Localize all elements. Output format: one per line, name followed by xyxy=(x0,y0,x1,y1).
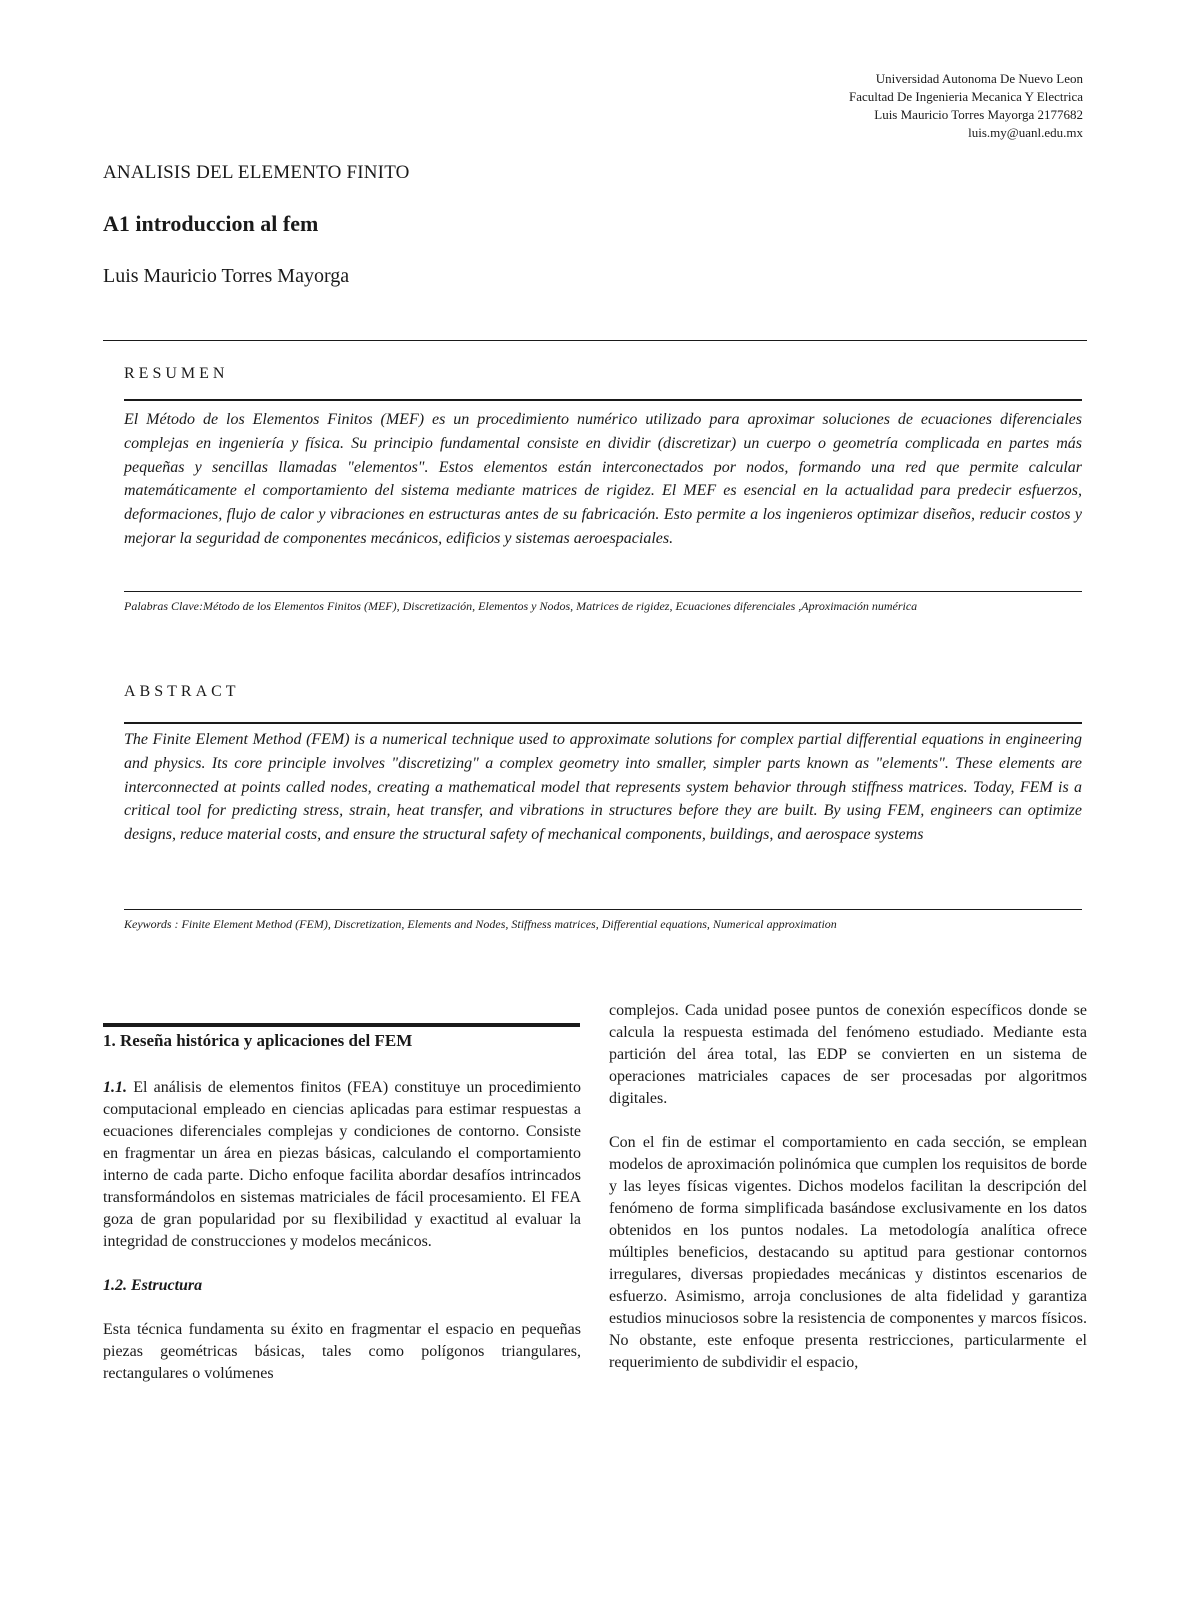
resumen-rule xyxy=(124,399,1082,401)
affiliation-block xyxy=(663,70,1083,142)
paragraph-aproximacion: Con el fin de estimar el comportamiento en cada sección, se emplean modelos de aproximación polinómica que cumplen los requisitos de borde y las leyes físicas vigentes. Dichos modelos facilitan la descripción del fenómeno de forma simplificada basándose exclusivamente en los datos obtenidos en los puntos nodales. La metodología analítica ofrece múltiples beneficios, destacando su aptitud para gestionar contornos irregulares, diversas propiedades mecánicas y distintos escenarios de esfuerzo. Asimismo, arroja conclusiones de alta fidelidad y garantiza estudios minuciosos sobre la resistencia de componentes y marcos físicos. No obstante, este enfoque presenta restricciones, particularmente el requerimiento de subdividir el espacio, xyxy=(609,1134,1087,1371)
paragraph-continued: complejos. Cada unidad posee puntos de conexión específicos donde se calcula la respuesta estimada del fenómeno estudiado. Mediante esta partición del área total, las EDP se convierten en un sistema de operaciones matriciales capaces de ser procesadas por algoritmos digitales. xyxy=(609,1002,1087,1107)
paragraph-number: 1.1. xyxy=(103,1079,127,1096)
header-divider xyxy=(103,340,1087,341)
section-1-heading: 1. Reseña histórica y aplicaciones del FEM xyxy=(103,1031,413,1050)
affiliation-email[interactable]: luis.my@uanl.edu.mx xyxy=(968,125,1083,140)
paragraph-1-1-text: El análisis de elementos finitos (FEA) constituye un procedimiento computacional empleado en ciencias aplicadas para estimar respuestas a ecuaciones diferenciales complejas y condiciones de contorno. Consiste en fragmentar un área en piezas básicas, calculando el comportamiento interno de cada parte. Dicho enfoque facilita abordar desafíos intrincados transformándolos en sistemas matriciales de fácil procesamiento. El FEA goza de gran popularidad por su flexibilidad y exactitud al evaluar la integridad de construcciones y modelos mecánicos. xyxy=(103,1079,581,1250)
left-column xyxy=(103,1077,581,1385)
abstract-keywords: Keywords : Finite Element Method (FEM), Discretization, Elements and Nodes, Stiffness matrices, Differential equations, Numerical approximation xyxy=(124,917,837,931)
abstract-keywords-rule xyxy=(124,909,1082,910)
author-name: Luis Mauricio Torres Mayorga xyxy=(103,265,350,287)
paragraph-1-1 xyxy=(103,1077,581,1253)
affiliation-student: Luis Mauricio Torres Mayorga 2177682 xyxy=(874,107,1083,122)
paragraph-1-2: Esta técnica fundamenta su éxito en fragmentar el espacio en pequeñas piezas geométricas básicas, tales como polígonos triangulares, rectangulares o volúmenes xyxy=(103,1321,581,1382)
subsection-heading-estructura: 1.2. Estructura xyxy=(103,1277,203,1294)
abstract-rule xyxy=(124,722,1082,724)
resumen-keywords: Palabras Clave:Método de los Elementos Finitos (MEF), Discretización, Elementos y Nodos, Matrices de rigidez, Ecuaciones diferenciales ,Aproximación numérica xyxy=(124,599,918,613)
affiliation-faculty: Facultad De Ingenieria Mecanica Y Electrica xyxy=(849,89,1083,104)
document-subtitle: A1 introduccion al fem xyxy=(103,211,319,236)
affiliation-university: Universidad Autonoma De Nuevo Leon xyxy=(875,71,1083,86)
document-title: ANALISIS DEL ELEMENTO FINITO xyxy=(103,162,410,183)
abstract-label: ABSTRACT xyxy=(124,683,240,700)
right-column xyxy=(609,1000,1087,1374)
abstract-text: The Finite Element Method (FEM) is a numerical technique used to approximate solutions for complex partial differential equations in engineering and physics. Its core principle involves "discretizing" a complex geometry into smaller, simpler parts known as "elements". These elements are interconnected at points called nodes, creating a mathematical model that represents system behavior through stiffness matrices. Today, FEM is a critical tool for predicting stress, strain, heat transfer, and vibrations in structures before they are built. By using FEM, engineers can optimize designs, reduce material costs, and ensure the structural safety of mechanical components, buildings, and aerospace systems xyxy=(124,731,1082,844)
section-heading-rule xyxy=(103,1023,580,1027)
resumen-text: El Método de los Elementos Finitos (MEF) es un procedimiento numérico utilizado para aproximar soluciones de ecuaciones diferenciales complejas en ingeniería y física. Su principio fundamental consiste en dividir (discretizar) un cuerpo o geometría complicada en partes más pequeñas y sencillas llamadas "elementos". Estos elementos están interconectados por nodos, formando una red que permite calcular matemáticamente el comportamiento del sistema mediante matrices de rigidez. El MEF es esencial en la actualidad para predecir esfuerzos, deformaciones, flujo de calor y vibraciones en estructuras antes de su fabricación. Esto permite a los ingenieros optimizar diseños, reducir costos y mejorar la seguridad de componentes mecánicos, edificios y sistemas aeroespaciales. xyxy=(124,411,1082,547)
resumen-label: RESUMEN xyxy=(124,365,229,382)
resumen-keywords-rule xyxy=(124,591,1082,592)
